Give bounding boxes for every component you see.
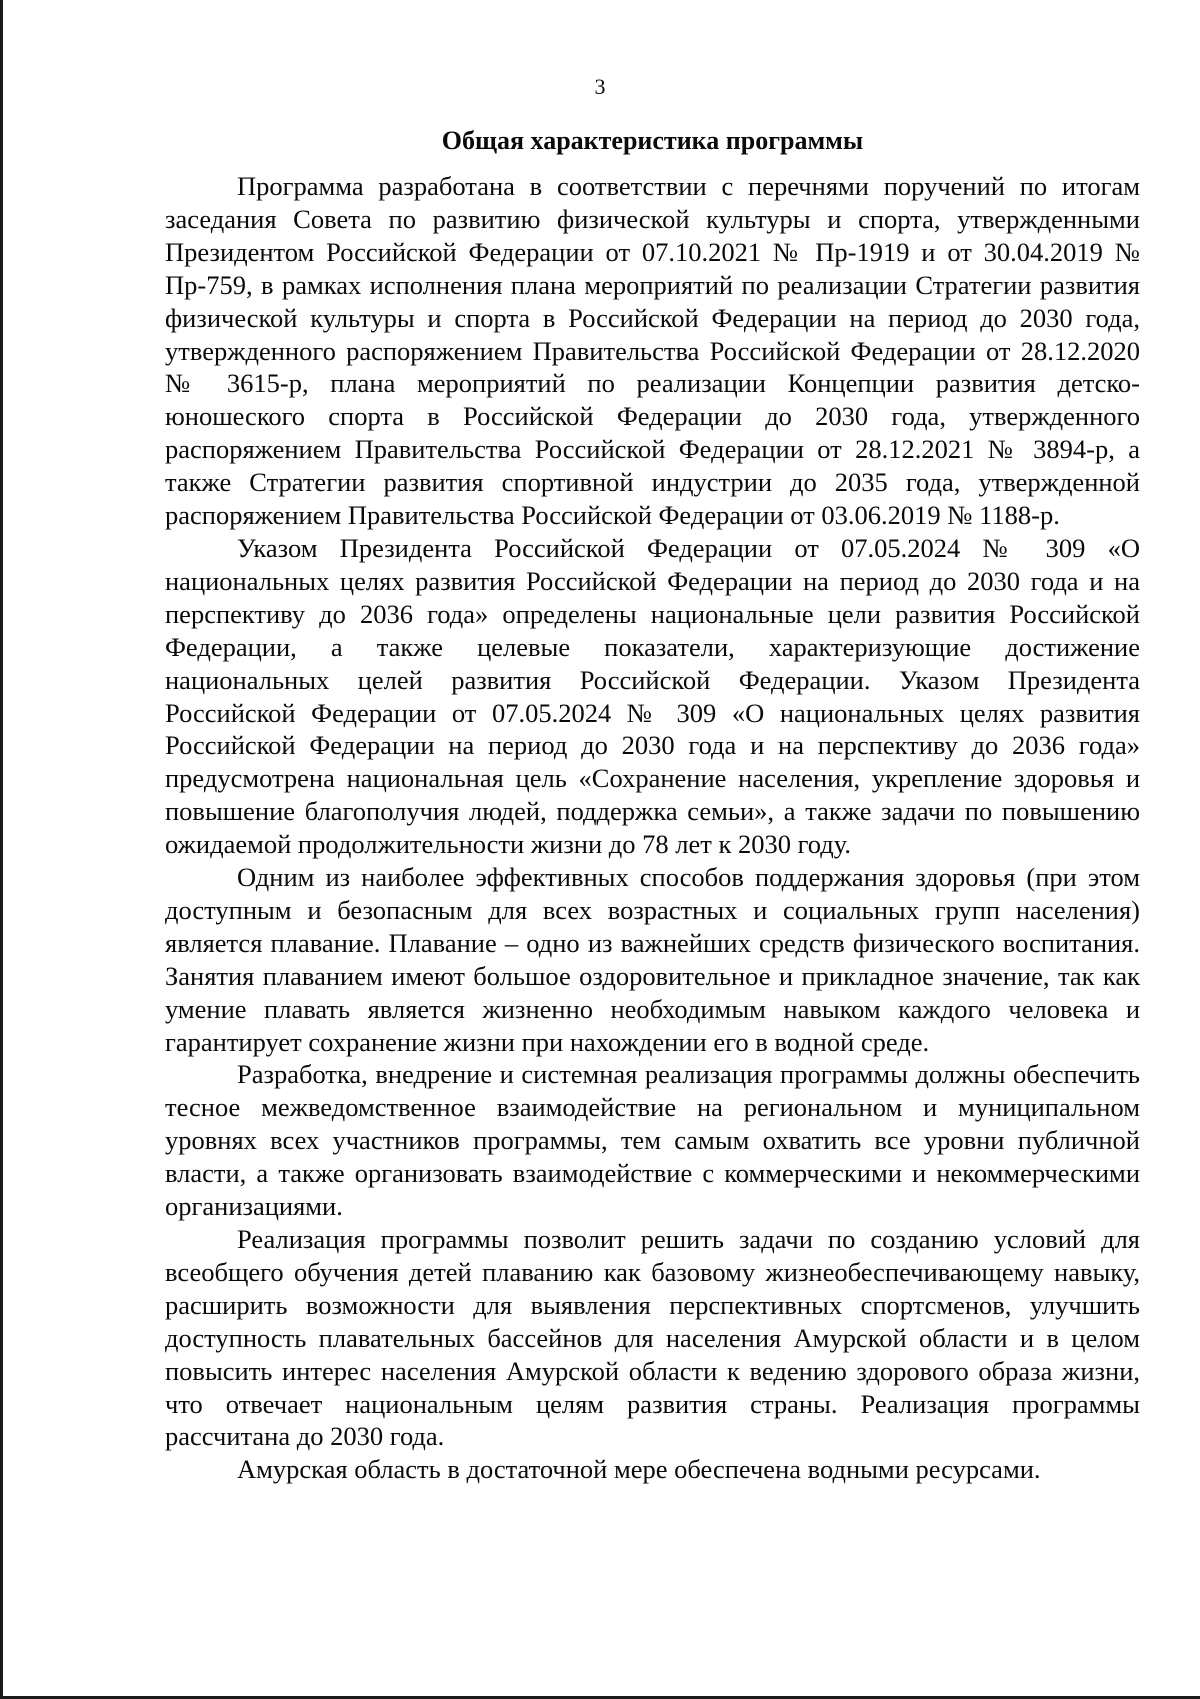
paragraph-interagency-cooperation: Разработка, внедрение и системная реализация программы должны обеспечить тесное межведомственное взаимодействие на региональном и муниципальном уровнях всех участников программы, тем самым охватить все уровни публичной власти, а также организовать взаимодействие с коммерческими и некоммерческими организациями. (165, 1059, 1140, 1222)
scan-edge-left (0, 0, 3, 1699)
document-title: Общая характеристика программы (441, 126, 864, 155)
paragraph-program-basis: Программа разработана в соответствии с перечнями поручений по итогам заседания Совета по развитию физической культуры и спорта, утвержденными Президентом Российской Федерации от 07.10.2021 № Пр-1919 и от 30.04.2019 № Пр-759, в рамках исполнения плана мероприятий по реализации Стратегии развития физической культуры и спорта в Российской Федерации на период до 2030 года, утвержденного распоряжением Правительства Российской Федерации от 28.12.2020 № 3615-р, плана мероприятий по реализации Концепции развития детско-юношеского спорта в Российской Федерации до 2030 года, утвержденного распоряжением Правительства Российской Федерации от 28.12.2021 № 3894-р, а также Стратегии развития спортивной индустрии до 2035 года, утвержденной распоряжением Правительства Российской Федерации от 03.06.2019 № 1188-р. (165, 171, 1140, 531)
document-body (165, 124, 1140, 1486)
paragraph-program-goals: Реализация программы позволит решить задачи по созданию условий для всеобщего обучения детей плаванию как базовому жизнеобеспечивающему навыку, расширить возможности для выявления перспективных спортсменов, улучшить доступность плавательных бассейнов для населения Амурской области и в целом повысить интерес населения Амурской области к ведению здорового образа жизни, что отвечает национальным целям развития страны. Реализация программы рассчитана до 2030 года. (165, 1224, 1140, 1452)
paragraph-presidential-decree: Указом Президента Российской Федерации от 07.05.2024 № 309 «О национальных целях развития Российской Федерации на период до 2030 года и на перспективу до 2036 года» определены национальные цели развития Российской Федерации, а также целевые показатели, характеризующие достижение национальных целей развития Российской Федерации. Указом Президента Российской Федерации от 07.05.2024 № 309 «О национальных целях развития Российской Федерации на период до 2030 года и на перспективу до 2036 года» предусмотрена национальная цель «Сохранение населения, укрепление здоровья и повышение благополучия людей, поддержка семьи», а также задачи по повышению ожидаемой продолжительности жизни до 78 лет к 2030 году. (165, 532, 1140, 860)
paragraph-water-resources: Амурская область в достаточной мере обеспечена водными ресурсами. (237, 1454, 1041, 1485)
paragraph-swimming-health: Одним из наиболее эффективных способов поддержания здоровья (при этом доступным и безопасным для всех возрастных и социальных групп населения) является плавание. Плавание – одно из важнейших средств физического воспитания. Занятия плаванием имеют большое оздоровительное и прикладное значение, так как умение плавать является жизненно необходимым навыком каждого человека и гарантирует сохранение жизни при нахождении его в водной среде. (165, 862, 1140, 1057)
page-number: 3 (594, 74, 606, 99)
